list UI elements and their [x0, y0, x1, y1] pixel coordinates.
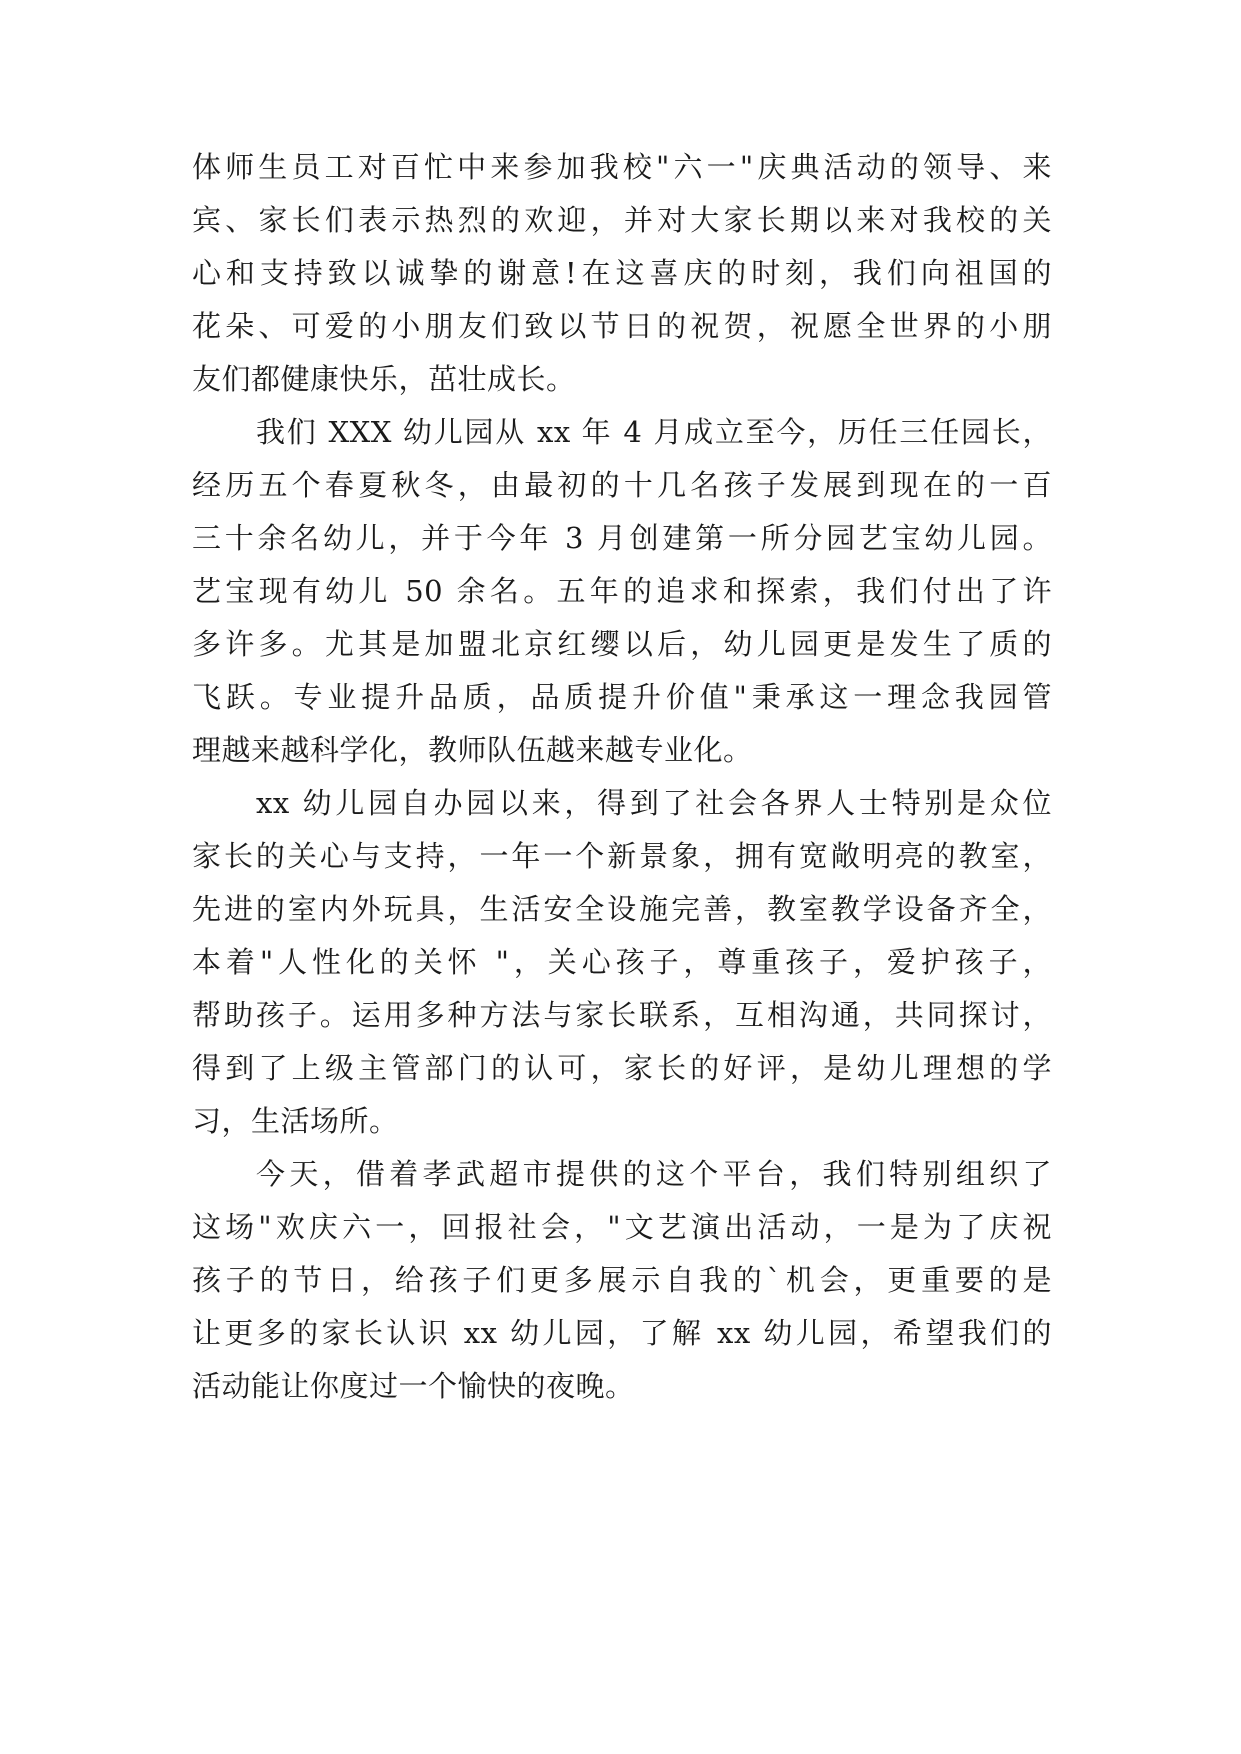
text-line: 多许多。尤其是加盟北京红缨以后，幼儿园更是发生了质的 [192, 627, 1052, 661]
text-line: 理越来越科学化，教师队伍越来越专业化。 [192, 733, 753, 767]
text-line: 帮助孩子。运用多种方法与家长联系，互相沟通，共同探讨， [192, 998, 1052, 1032]
text-line: 经历五个春夏秋冬，由最初的十几名孩子发展到现在的一百 [192, 468, 1052, 502]
text-line: 先进的室内外玩具，生活安全设施完善，教室教学设备齐全， [192, 892, 1052, 926]
text-line: 孩子的节日，给孩子们更多展示自我的`机会，更重要的是 [192, 1263, 1052, 1297]
paragraph-first-line: 今天，借着孝武超市提供的这个平台，我们特别组织了 [256, 1157, 1052, 1191]
text-line: 飞跃。专业提升品质，品质提升价值"秉承这一理念我园管 [192, 680, 1052, 714]
text-line: 本着"人性化的关怀 "，关心孩子，尊重孩子，爱护孩子， [192, 945, 1052, 979]
text-line: 宾、家长们表示热烈的欢迎，并对大家长期以来对我校的关 [192, 203, 1052, 237]
text-line: 心和支持致以诚挚的谢意!在这喜庆的时刻，我们向祖国的 [192, 256, 1052, 290]
paragraph-first-line: xx 幼儿园自办园以来，得到了社会各界人士特别是众位 [256, 786, 1052, 820]
paragraph-first-line: 我们 XXX 幼儿园从 xx 年 4 月成立至今，历任三任园长， [256, 415, 1052, 449]
text-line: 体师生员工对百忙中来参加我校"六一"庆典活动的领导、来 [192, 150, 1052, 184]
text-line: 让更多的家长认识 xx 幼儿园，了解 xx 幼儿园，希望我们的 [192, 1316, 1052, 1350]
text-line: 友们都健康快乐，茁壮成长。 [192, 362, 576, 396]
text-line: 习，生活场所。 [192, 1104, 399, 1138]
text-line: 艺宝现有幼儿 50 余名。五年的追求和探索，我们付出了许 [192, 574, 1052, 608]
text-line: 三十余名幼儿，并于今年 3 月创建第一所分园艺宝幼儿园。 [192, 521, 1052, 555]
text-line: 这场"欢庆六一，回报社会，"文艺演出活动，一是为了庆祝 [192, 1210, 1052, 1244]
text-line: 花朵、可爱的小朋友们致以节日的祝贺，祝愿全世界的小朋 [192, 309, 1052, 343]
text-line: 活动能让你度过一个愉快的夜晚。 [192, 1369, 635, 1403]
text-line: 家长的关心与支持，一年一个新景象，拥有宽敞明亮的教室， [192, 839, 1052, 873]
text-line: 得到了上级主管部门的认可，家长的好评，是幼儿理想的学 [192, 1051, 1052, 1085]
